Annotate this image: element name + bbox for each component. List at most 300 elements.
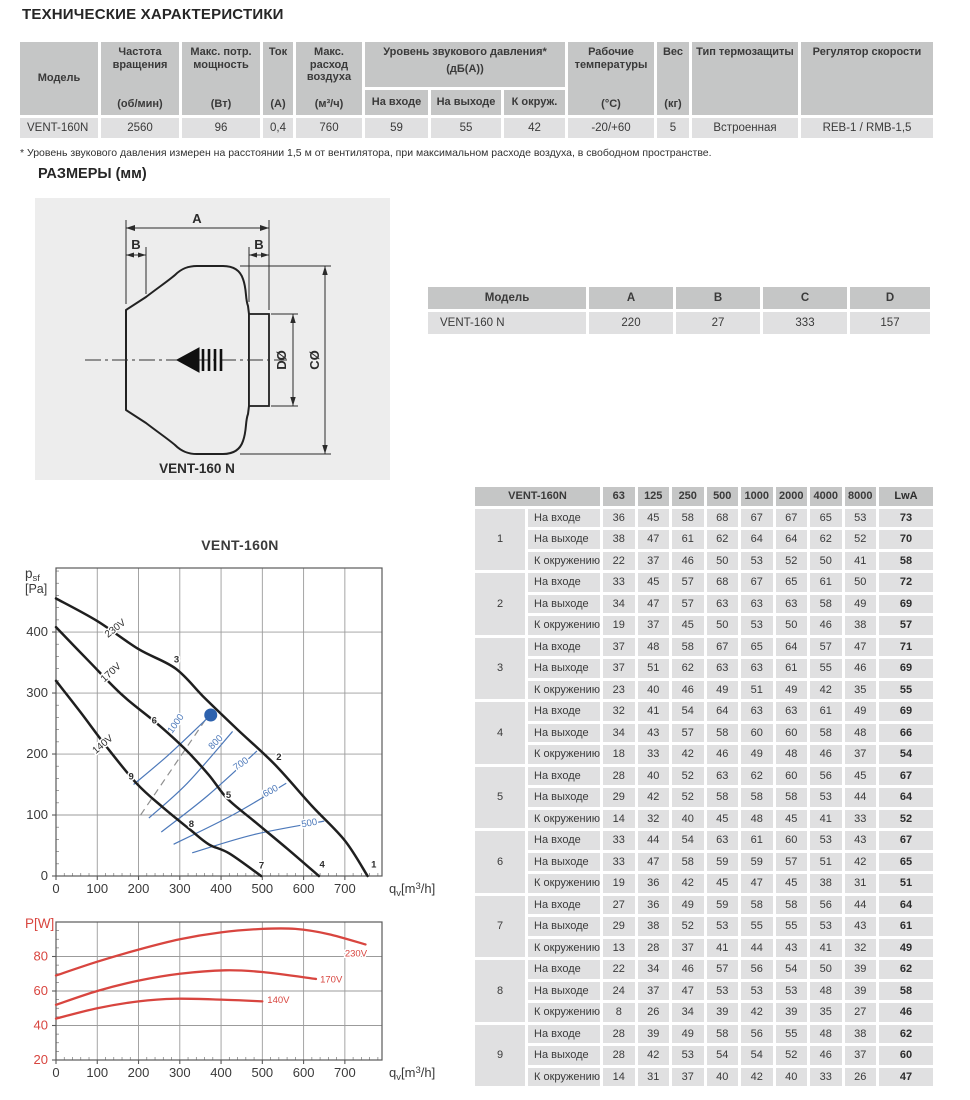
spec-header-airflow: Макс. расход воздуха (м³/ч) xyxy=(296,42,362,115)
power-curve-label: 170V xyxy=(320,974,343,986)
noise-value-cell: 33 xyxy=(810,1068,842,1087)
spec-cell-noise-surround: 42 xyxy=(504,118,565,138)
svg-text:40: 40 xyxy=(33,1017,48,1033)
noise-lwa-cell: 64 xyxy=(879,896,933,915)
noise-value-cell: 37 xyxy=(845,1046,877,1065)
noise-value-cell: 58 xyxy=(776,896,808,915)
fan-drawing xyxy=(35,198,390,480)
noise-value-cell: 34 xyxy=(603,595,635,614)
svg-text:0: 0 xyxy=(40,868,48,883)
noise-value-cell: 32 xyxy=(638,810,670,829)
noise-value-cell: 45 xyxy=(707,874,739,893)
svg-text:300: 300 xyxy=(26,685,48,701)
svg-text:600: 600 xyxy=(292,1065,315,1080)
noise-value-cell: 27 xyxy=(845,1003,877,1022)
noise-value-cell: 33 xyxy=(638,745,670,764)
noise-value-cell: 52 xyxy=(672,788,704,807)
noise-lwa-cell: 55 xyxy=(879,681,933,700)
noise-value-cell: 38 xyxy=(638,917,670,936)
noise-value-cell: 51 xyxy=(810,853,842,872)
noise-row-label: На входе xyxy=(528,960,600,979)
spec-cell-temp: -20/+60 xyxy=(568,118,654,138)
power-curve-140V xyxy=(56,999,262,1019)
noise-value-cell: 61 xyxy=(810,702,842,721)
noise-value-cell: 63 xyxy=(741,595,773,614)
noise-value-cell: 34 xyxy=(672,1003,704,1022)
noise-lwa-cell: 69 xyxy=(879,702,933,721)
voltage-curve-label: 140V xyxy=(90,733,116,757)
chart-grid xyxy=(56,568,382,876)
noise-lwa-cell: 46 xyxy=(879,1003,933,1022)
voltage-curve-label: 170V xyxy=(98,660,124,685)
noise-value-cell: 54 xyxy=(707,1046,739,1065)
noise-value-cell: 53 xyxy=(810,788,842,807)
noise-value-cell: 48 xyxy=(810,982,842,1001)
noise-value-cell: 40 xyxy=(707,1068,739,1087)
noise-value-cell: 42 xyxy=(672,874,704,893)
noise-value-cell: 48 xyxy=(741,810,773,829)
noise-value-cell: 67 xyxy=(741,573,773,592)
noise-value-cell: 62 xyxy=(741,767,773,786)
point-number-label: 4 xyxy=(319,859,325,871)
noise-value-cell: 57 xyxy=(672,595,704,614)
point-number-label: 7 xyxy=(258,860,265,872)
noise-value-cell: 28 xyxy=(603,767,635,786)
dimensions-heading: РАЗМЕРЫ (мм) xyxy=(38,166,147,182)
noise-value-cell: 45 xyxy=(776,874,808,893)
noise-value-cell: 55 xyxy=(741,917,773,936)
svg-text:300: 300 xyxy=(168,881,191,896)
noise-value-cell: 62 xyxy=(672,659,704,678)
noise-value-cell: 54 xyxy=(672,831,704,850)
noise-value-cell: 54 xyxy=(672,702,704,721)
noise-row-label: К окружению xyxy=(528,745,600,764)
noise-lwa-cell: 65 xyxy=(879,853,933,872)
noise-lwa-cell: 47 xyxy=(879,1068,933,1087)
noise-group-number: 4 xyxy=(475,702,525,764)
noise-value-cell: 40 xyxy=(672,810,704,829)
noise-row-label: К окружению xyxy=(528,810,600,829)
noise-row xyxy=(475,1003,933,1022)
noise-value-cell: 48 xyxy=(810,1025,842,1044)
noise-value-cell: 47 xyxy=(845,638,877,657)
noise-value-cell: 62 xyxy=(707,530,739,549)
noise-lwa-cell: 58 xyxy=(879,982,933,1001)
noise-row-label: На выходе xyxy=(528,853,600,872)
noise-value-cell: 35 xyxy=(810,1003,842,1022)
noise-value-cell: 40 xyxy=(638,681,670,700)
dim-cell-a: 220 xyxy=(589,312,673,334)
noise-value-cell: 37 xyxy=(845,745,877,764)
noise-lwa-cell: 62 xyxy=(879,960,933,979)
noise-value-cell: 59 xyxy=(707,853,739,872)
noise-row-label: К окружению xyxy=(528,1068,600,1087)
noise-lwa-cell: 67 xyxy=(879,831,933,850)
noise-lwa-cell: 62 xyxy=(879,1025,933,1044)
drawing-model-label: VENT-160 N xyxy=(159,461,235,476)
noise-row xyxy=(475,681,933,700)
noise-value-cell: 31 xyxy=(638,1068,670,1087)
x-axis-label: $q_v[m^3/h]$ xyxy=(389,1065,436,1083)
noise-value-cell: 42 xyxy=(741,1003,773,1022)
noise-value-cell: 52 xyxy=(845,530,877,549)
noise-value-cell: 37 xyxy=(638,552,670,571)
noise-value-cell: 37 xyxy=(672,1068,704,1087)
page-title: ТЕХНИЧЕСКИЕ ХАРАКТЕРИСТИКИ xyxy=(22,6,284,23)
noise-value-cell: 32 xyxy=(603,702,635,721)
noise-value-cell: 46 xyxy=(810,616,842,635)
noise-value-cell: 13 xyxy=(603,939,635,958)
noise-lwa-cell: 51 xyxy=(879,874,933,893)
operating-point-dot xyxy=(204,708,217,721)
noise-row xyxy=(475,982,933,1001)
noise-row xyxy=(475,767,933,786)
noise-value-cell: 39 xyxy=(845,960,877,979)
noise-value-cell: 37 xyxy=(638,982,670,1001)
noise-lwa-cell: 60 xyxy=(879,1046,933,1065)
svg-text:500: 500 xyxy=(251,1065,274,1080)
noise-value-cell: 49 xyxy=(672,1025,704,1044)
spec-cell-thermal: Встроенная xyxy=(692,118,798,138)
point-number-label: 8 xyxy=(188,819,195,831)
svg-text:60: 60 xyxy=(33,983,48,998)
spec-header-weight: Вес (кг) xyxy=(657,42,689,115)
noise-value-cell: 41 xyxy=(707,939,739,958)
speed-curve-label: 500 xyxy=(300,816,319,831)
noise-row xyxy=(475,810,933,829)
noise-value-cell: 57 xyxy=(672,573,704,592)
noise-value-cell: 42 xyxy=(638,1046,670,1065)
noise-row xyxy=(475,702,933,721)
svg-text:100: 100 xyxy=(26,807,48,823)
noise-lwa-cell: 64 xyxy=(879,788,933,807)
noise-value-cell: 49 xyxy=(672,896,704,915)
noise-value-cell: 46 xyxy=(672,681,704,700)
noise-value-cell: 50 xyxy=(810,960,842,979)
noise-value-cell: 49 xyxy=(845,702,877,721)
noise-row xyxy=(475,745,933,764)
noise-value-cell: 49 xyxy=(741,745,773,764)
power-flow-chart xyxy=(22,912,458,1090)
spec-cell-power: 96 xyxy=(182,118,260,138)
y-axis-label: P[W] xyxy=(25,916,55,931)
noise-value-cell: 31 xyxy=(845,874,877,893)
noise-row xyxy=(475,853,933,872)
noise-row-label: На выходе xyxy=(528,724,600,743)
noise-value-cell: 64 xyxy=(707,702,739,721)
noise-value-cell: 65 xyxy=(776,573,808,592)
svg-text:400: 400 xyxy=(210,881,232,896)
noise-value-cell: 55 xyxy=(776,917,808,936)
noise-value-cell: 45 xyxy=(845,767,877,786)
noise-value-cell: 29 xyxy=(603,917,635,936)
noise-value-cell: 41 xyxy=(845,552,877,571)
spec-header-temp: Рабочие температуры (°С) xyxy=(568,42,654,115)
noise-value-cell: 53 xyxy=(672,1046,704,1065)
noise-value-cell: 40 xyxy=(638,767,670,786)
point-number-label: 3 xyxy=(173,654,180,666)
noise-value-cell: 55 xyxy=(810,659,842,678)
noise-value-cell: 37 xyxy=(638,616,670,635)
noise-lwa-cell: 69 xyxy=(879,595,933,614)
dimension-drawing-panel xyxy=(35,198,390,480)
noise-value-cell: 63 xyxy=(707,659,739,678)
svg-text:200: 200 xyxy=(127,1065,150,1080)
noise-row-label: На входе xyxy=(528,767,600,786)
noise-lwa-cell: 66 xyxy=(879,724,933,743)
y-tick-labels xyxy=(26,624,48,883)
noise-value-cell: 40 xyxy=(776,1068,808,1087)
noise-row xyxy=(475,874,933,893)
noise-value-cell: 59 xyxy=(741,853,773,872)
noise-value-cell: 56 xyxy=(810,767,842,786)
dim-label-b-left: B xyxy=(131,237,141,252)
noise-value-cell: 63 xyxy=(741,702,773,721)
noise-lwa-cell: 52 xyxy=(879,810,933,829)
dim-label-b-right: B xyxy=(254,237,264,252)
dim-cell-b: 27 xyxy=(676,312,760,334)
noise-value-cell: 63 xyxy=(707,595,739,614)
svg-text:200: 200 xyxy=(26,746,48,762)
noise-row xyxy=(475,1025,933,1044)
voltage-curve-label: 230V xyxy=(102,617,129,641)
speed-curve-label: 700 xyxy=(231,755,251,774)
noise-value-cell: 50 xyxy=(845,573,877,592)
noise-value-cell: 46 xyxy=(810,745,842,764)
pressure-flow-chart xyxy=(22,556,458,908)
noise-group-number: 8 xyxy=(475,960,525,1022)
svg-text:700: 700 xyxy=(334,1065,356,1080)
noise-group-number: 7 xyxy=(475,896,525,958)
noise-value-cell: 65 xyxy=(810,509,842,528)
noise-value-cell: 33 xyxy=(603,573,635,592)
svg-text:300: 300 xyxy=(168,1065,191,1080)
noise-value-cell: 63 xyxy=(776,702,808,721)
noise-row-label: К окружению xyxy=(528,939,600,958)
noise-value-cell: 45 xyxy=(776,810,808,829)
noise-value-cell: 55 xyxy=(776,1025,808,1044)
noise-value-cell: 39 xyxy=(845,982,877,1001)
point-number-label: 5 xyxy=(225,789,232,801)
noise-row-label: На выходе xyxy=(528,659,600,678)
noise-row xyxy=(475,595,933,614)
noise-value-cell: 28 xyxy=(603,1025,635,1044)
noise-table xyxy=(472,484,936,1089)
curve-point-numbers xyxy=(128,655,377,872)
noise-value-cell: 63 xyxy=(707,767,739,786)
noise-value-cell: 52 xyxy=(776,552,808,571)
noise-value-cell: 46 xyxy=(707,745,739,764)
noise-value-cell: 46 xyxy=(810,1046,842,1065)
noise-value-cell: 39 xyxy=(776,1003,808,1022)
noise-value-cell: 44 xyxy=(845,896,877,915)
noise-value-cell: 68 xyxy=(707,573,739,592)
svg-text:200: 200 xyxy=(127,881,150,896)
noise-footnote: * Уровень звукового давления измерен на расстоянии 1,5 м от вентилятора, при максимальном расходе воздуха, в свободном пространстве. xyxy=(20,147,712,159)
noise-row-label: На входе xyxy=(528,831,600,850)
noise-row xyxy=(475,638,933,657)
noise-value-cell: 26 xyxy=(845,1068,877,1087)
svg-text:100: 100 xyxy=(86,1065,109,1080)
noise-header-freq: 250 xyxy=(672,487,704,506)
noise-value-cell: 53 xyxy=(845,509,877,528)
noise-value-cell: 68 xyxy=(707,509,739,528)
noise-value-cell: 57 xyxy=(707,960,739,979)
noise-value-cell: 38 xyxy=(845,1025,877,1044)
noise-value-cell: 56 xyxy=(741,1025,773,1044)
point-number-label: 9 xyxy=(128,771,134,783)
noise-value-cell: 38 xyxy=(845,616,877,635)
y-tick-labels xyxy=(34,949,48,1068)
noise-value-cell: 60 xyxy=(776,831,808,850)
noise-value-cell: 58 xyxy=(776,788,808,807)
noise-value-cell: 46 xyxy=(845,659,877,678)
dim-header-d: D xyxy=(850,287,930,309)
noise-value-cell: 36 xyxy=(603,509,635,528)
spec-header-rpm: Частота вращения (об/мин) xyxy=(101,42,179,115)
noise-value-cell: 51 xyxy=(741,681,773,700)
speed-curve-label: 800 xyxy=(206,732,226,752)
noise-value-cell: 22 xyxy=(603,960,635,979)
noise-value-cell: 33 xyxy=(845,810,877,829)
noise-value-cell: 54 xyxy=(741,1046,773,1065)
noise-row xyxy=(475,917,933,936)
dim-header-a: A xyxy=(589,287,673,309)
noise-value-cell: 38 xyxy=(603,530,635,549)
dim-cell-model: VENT-160 N xyxy=(428,312,586,334)
noise-value-cell: 49 xyxy=(776,681,808,700)
noise-header-freq: 125 xyxy=(638,487,670,506)
noise-group-number: 3 xyxy=(475,638,525,700)
noise-value-cell: 53 xyxy=(741,616,773,635)
noise-header-freq: 4000 xyxy=(810,487,842,506)
noise-row xyxy=(475,724,933,743)
noise-value-cell: 48 xyxy=(776,745,808,764)
noise-value-cell: 45 xyxy=(672,616,704,635)
noise-value-cell: 42 xyxy=(741,1068,773,1087)
noise-row-label: На выходе xyxy=(528,917,600,936)
noise-value-cell: 45 xyxy=(707,810,739,829)
noise-row-label: На входе xyxy=(528,509,600,528)
noise-value-cell: 57 xyxy=(810,638,842,657)
noise-table-title: VENT-160N xyxy=(475,487,600,506)
noise-value-cell: 52 xyxy=(776,1046,808,1065)
noise-value-cell: 34 xyxy=(603,724,635,743)
noise-row xyxy=(475,1046,933,1065)
noise-value-cell: 60 xyxy=(776,724,808,743)
noise-row xyxy=(475,896,933,915)
noise-row-label: На входе xyxy=(528,573,600,592)
noise-lwa-cell: 49 xyxy=(879,939,933,958)
noise-row-label: На выходе xyxy=(528,1046,600,1065)
noise-row-label: К окружению xyxy=(528,681,600,700)
dim-header-b: B xyxy=(676,287,760,309)
noise-value-cell: 46 xyxy=(672,960,704,979)
noise-value-cell: 67 xyxy=(707,638,739,657)
noise-lwa-cell: 58 xyxy=(879,552,933,571)
noise-value-cell: 67 xyxy=(776,509,808,528)
noise-value-cell: 64 xyxy=(776,638,808,657)
noise-value-cell: 64 xyxy=(776,530,808,549)
noise-value-cell: 47 xyxy=(638,530,670,549)
y-axis-unit: [Pa] xyxy=(25,582,48,596)
noise-lwa-cell: 69 xyxy=(879,659,933,678)
dimensions-table xyxy=(428,287,930,334)
noise-value-cell: 61 xyxy=(672,530,704,549)
noise-value-cell: 56 xyxy=(741,960,773,979)
noise-row xyxy=(475,573,933,592)
noise-row-label: На выходе xyxy=(528,530,600,549)
noise-value-cell: 47 xyxy=(638,595,670,614)
noise-value-cell: 50 xyxy=(707,552,739,571)
noise-value-cell: 50 xyxy=(810,552,842,571)
noise-lwa-cell: 70 xyxy=(879,530,933,549)
noise-value-cell: 47 xyxy=(672,982,704,1001)
spec-cell-noise-inlet: 59 xyxy=(365,118,428,138)
noise-header-freq: 63 xyxy=(603,487,635,506)
noise-value-cell: 37 xyxy=(672,939,704,958)
noise-value-cell: 61 xyxy=(776,659,808,678)
noise-value-cell: 58 xyxy=(672,638,704,657)
noise-group-number: 9 xyxy=(475,1025,525,1087)
noise-value-cell: 18 xyxy=(603,745,635,764)
speed-curve-label: 600 xyxy=(261,782,281,801)
chart-grid xyxy=(56,922,382,1060)
noise-header-row xyxy=(475,487,933,506)
noise-value-cell: 43 xyxy=(845,831,877,850)
noise-header-freq: 1000 xyxy=(741,487,773,506)
svg-text:400: 400 xyxy=(210,1065,232,1080)
noise-row-label: На входе xyxy=(528,1025,600,1044)
noise-value-cell: 19 xyxy=(603,616,635,635)
svg-text:0: 0 xyxy=(52,881,60,896)
spec-header-regulator: Регулятор скорости xyxy=(801,42,933,115)
noise-value-cell: 58 xyxy=(810,595,842,614)
noise-row-label: На выходе xyxy=(528,595,600,614)
svg-text:80: 80 xyxy=(33,948,48,964)
noise-row-label: На входе xyxy=(528,638,600,657)
spec-header-thermal: Тип термозащиты xyxy=(692,42,798,115)
noise-row xyxy=(475,659,933,678)
dim-header-c: C xyxy=(763,287,847,309)
noise-value-cell: 64 xyxy=(741,530,773,549)
noise-row xyxy=(475,616,933,635)
noise-value-cell: 46 xyxy=(672,552,704,571)
noise-value-cell: 33 xyxy=(603,831,635,850)
noise-value-cell: 58 xyxy=(741,896,773,915)
noise-value-cell: 51 xyxy=(638,659,670,678)
noise-header-lwa: LwA xyxy=(879,487,933,506)
point-number-label: 1 xyxy=(371,859,377,871)
noise-value-cell: 45 xyxy=(638,509,670,528)
svg-text:600: 600 xyxy=(292,881,315,896)
noise-value-cell: 57 xyxy=(672,724,704,743)
noise-row xyxy=(475,960,933,979)
svg-text:500: 500 xyxy=(251,881,274,896)
noise-value-cell: 53 xyxy=(707,982,739,1001)
noise-value-cell: 58 xyxy=(707,1025,739,1044)
noise-header-freq: 8000 xyxy=(845,487,877,506)
noise-value-cell: 43 xyxy=(776,939,808,958)
noise-value-cell: 60 xyxy=(776,767,808,786)
noise-value-cell: 36 xyxy=(638,874,670,893)
noise-row xyxy=(475,831,933,850)
noise-lwa-cell: 67 xyxy=(879,767,933,786)
noise-value-cell: 26 xyxy=(638,1003,670,1022)
dim-header-model: Модель xyxy=(428,287,586,309)
noise-value-cell: 41 xyxy=(638,702,670,721)
noise-header-freq: 500 xyxy=(707,487,739,506)
